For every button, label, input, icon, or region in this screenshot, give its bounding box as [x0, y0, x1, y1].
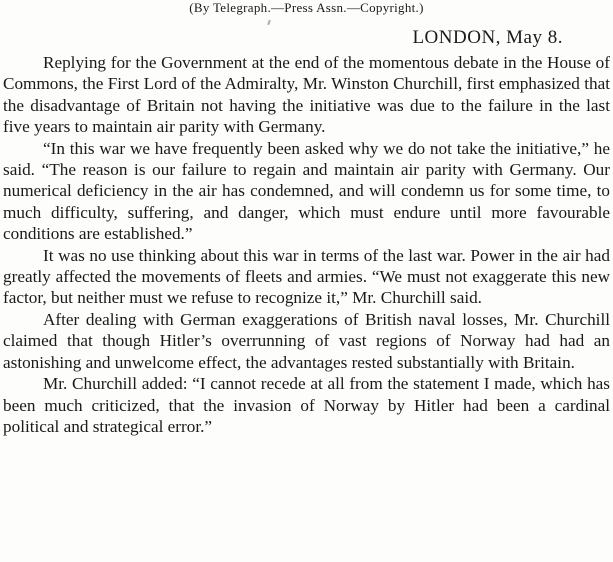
article-paragraph: “In this war we have frequently been asked why we do not take the initiative,” he said. “The reason is our failure to regain and maintain air parity with Germany. Our numerical deficiency in the air has condemned, and will condemn us for some time, to much difficulty, suffering, and danger, which must endure until more favourable conditions are established.” [3, 138, 610, 244]
article-paragraph: Mr. Churchill added: “I cannot recede at all from the statement I made, which has been much criticized, that the invasion of Norway by Hitler had been a cardinal political and strategical error.” [3, 374, 610, 436]
dateline: LONDON, May 8. [412, 27, 563, 48]
article-paragraph: Replying for the Government at the end of the momentous debate in the House of Commons, the First Lord of the Admiralty, Mr. Winston Churchill, first emphasized that the disadvantage of Britain not having the initiative was due to the failure in the last five years to maintain air parity with Germany. [3, 53, 610, 137]
article-paragraph: After dealing with German exaggerations of British naval losses, Mr. Churchill claimed that though Hitler’s overrunning of vast regions of Norway had had an astonishing and unwelcome effect, the advantages rested substantially with Britain. [3, 309, 610, 372]
print-speck [267, 20, 271, 25]
byline: (By Telegraph.—Press Assn.—Copyright.) [189, 0, 424, 15]
article-paragraph: It was no use thinking about this war in terms of the last war. Power in the air had greatly affected the movements of fleets and armies. “We must not exaggerate this new factor, but neither must we refuse to recognize it,” Mr. Churchill said. [3, 245, 610, 308]
article-body [3, 52, 610, 437]
